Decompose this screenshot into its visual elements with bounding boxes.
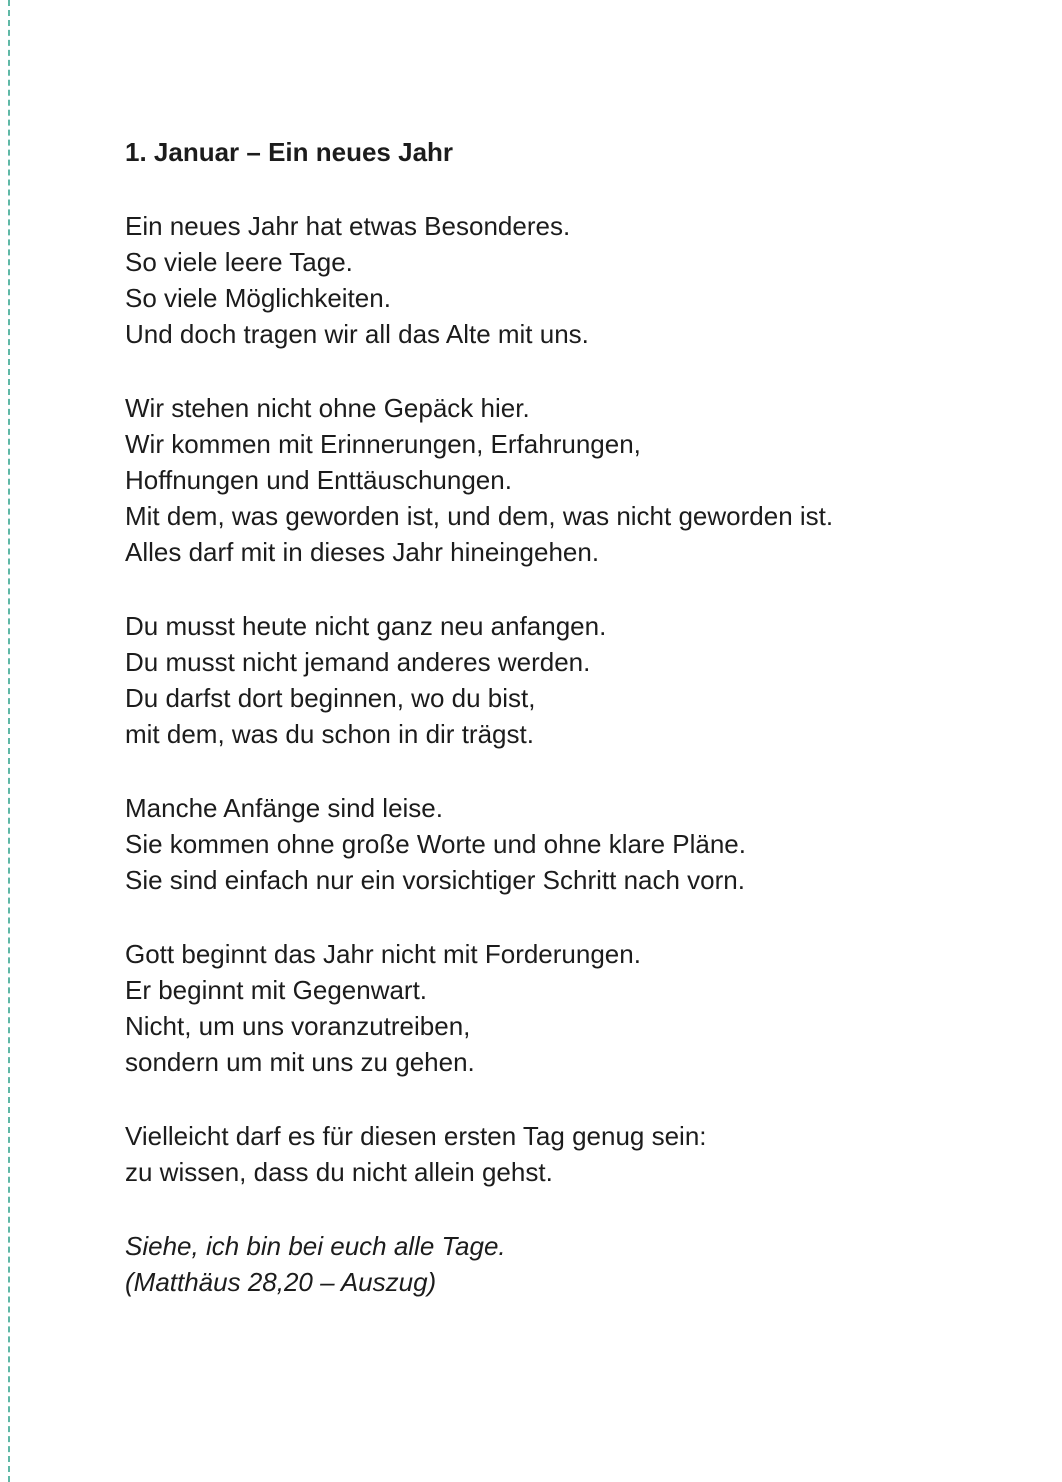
bible-quote (125, 1228, 1005, 1300)
stanza-5 (125, 936, 1005, 1080)
text-line: Ein neues Jahr hat etwas Besonderes. (125, 211, 571, 241)
text-line: Gott beginnt das Jahr nicht mit Forderungen. (125, 939, 641, 969)
text-line: Vielleicht darf es für diesen ersten Tag genug sein: (125, 1121, 707, 1151)
text-line: Alles darf mit in dieses Jahr hineingehen. (125, 537, 600, 567)
text-line: Nicht, um uns voranzutreiben, (125, 1011, 471, 1041)
text-line: Mit dem, was geworden ist, und dem, was nicht geworden ist. (125, 501, 834, 531)
text-line: Du musst heute nicht ganz neu anfangen. (125, 611, 607, 641)
text-line: Wir kommen mit Erinnerungen, Erfahrungen, (125, 429, 641, 459)
margin-guide-line (8, 0, 10, 1482)
text-line: Du musst nicht jemand anderes werden. (125, 647, 591, 677)
text-line: Und doch tragen wir all das Alte mit uns. (125, 319, 589, 349)
text-line: Wir stehen nicht ohne Gepäck hier. (125, 393, 530, 423)
text-line: sondern um mit uns zu gehen. (125, 1047, 475, 1077)
stanza-2 (125, 390, 1005, 570)
text-line: Du darfst dort beginnen, wo du bist, (125, 683, 536, 713)
quote-source: (Matthäus 28,20 – Auszug) (125, 1267, 437, 1297)
text-line: So viele leere Tage. (125, 247, 353, 277)
text-line: Er beginnt mit Gegenwart. (125, 975, 428, 1005)
text-line: Hoffnungen und Enttäuschungen. (125, 465, 512, 495)
text-line: Manche Anfänge sind leise. (125, 793, 443, 823)
text-line: So viele Möglichkeiten. (125, 283, 391, 313)
stanza-4 (125, 790, 1005, 898)
text-line: mit dem, was du schon in dir trägst. (125, 719, 534, 749)
stanza-6 (125, 1118, 1005, 1190)
text-line: Sie kommen ohne große Worte und ohne klare Pläne. (125, 829, 746, 859)
quote-text: Siehe, ich bin bei euch alle Tage. (125, 1231, 506, 1261)
page-title: 1. Januar – Ein neues Jahr (125, 137, 454, 167)
text-line: Sie sind einfach nur ein vorsichtiger Schritt nach vorn. (125, 865, 745, 895)
stanza-1 (125, 208, 1005, 352)
text-line: zu wissen, dass du nicht allein gehst. (125, 1157, 553, 1187)
stanza-3 (125, 608, 1005, 752)
devotional-page (125, 134, 1005, 1338)
